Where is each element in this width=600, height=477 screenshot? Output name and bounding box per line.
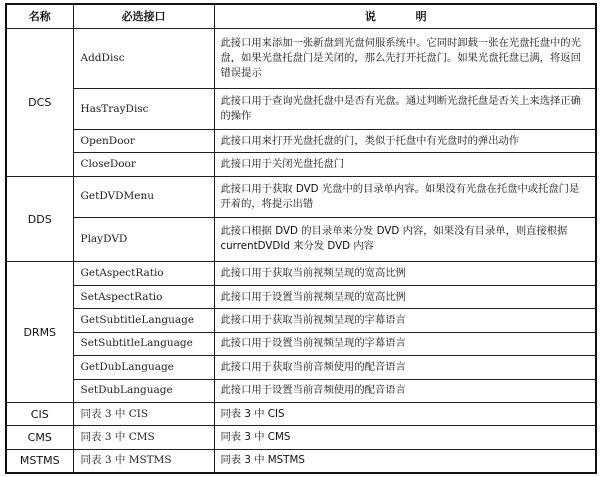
interface-cell: SetAspectRatio	[73, 285, 214, 308]
table-row	[6, 356, 596, 379]
interface-cell: 同表 3 中 MSTMS	[73, 449, 214, 473]
group-name-dds: DDS	[6, 176, 73, 262]
interface-cell: GetDVDMenu	[73, 176, 214, 217]
description-cell: 同表 3 中 CIS	[214, 403, 596, 426]
table-row	[6, 426, 596, 449]
description-cell: 此接口用于设置当前视频呈现的宽高比例	[214, 285, 596, 308]
header-description: 说 明	[214, 4, 596, 29]
interface-cell: PlayDVD	[73, 217, 214, 262]
description-cell: 此接口根据 DVD 的目录单来分发 DVD 内容，如果没有目录单，则直接根据 currentDVDId 来分发 DVD 内容	[214, 217, 596, 262]
interface-table-container	[5, 3, 595, 474]
group-name-mstms: MSTMS	[6, 449, 73, 473]
table-row	[6, 129, 596, 152]
header-name: 名称	[6, 4, 73, 29]
description-cell: 此接口用于关闭光盘托盘门	[214, 153, 596, 176]
interface-cell: HasTrayDisc	[73, 89, 214, 130]
table-row	[6, 89, 596, 130]
group-name-cis: CIS	[6, 403, 73, 426]
interface-cell: 同表 3 中 CMS	[73, 426, 214, 449]
description-cell: 此接口用于获取 DVD 光盘中的目录单内容。如果没有光盘在托盘中或托盘门是开着的，将提示出错	[214, 176, 596, 217]
interface-cell: GetDubLanguage	[73, 356, 214, 379]
description-cell: 此接口用来添加一张新盘到光盘伺服系统中。它同时卸载一张在光盘托盘中的光盘，如果光盘托盘门是关闭的，那么先打开托盘门。如果光盘托盘已满，将返回错误提示	[214, 29, 596, 89]
table-row	[6, 262, 596, 285]
interface-cell: 同表 3 中 CIS	[73, 403, 214, 426]
table-row	[6, 153, 596, 176]
table-row	[6, 176, 596, 217]
group-name-drms: DRMS	[6, 262, 73, 403]
interface-cell: GetAspectRatio	[73, 262, 214, 285]
description-cell: 此接口用于获取当前音频使用的配音语言	[214, 356, 596, 379]
header-row	[6, 4, 596, 29]
description-cell: 此接口用来打开光盘托盘的门，类似于托盘中有光盘时的弹出动作	[214, 129, 596, 152]
table-row	[6, 29, 596, 89]
description-cell: 同表 3 中 CMS	[214, 426, 596, 449]
table-row	[6, 217, 596, 262]
interface-cell: SetSubtitleLanguage	[73, 332, 214, 355]
table-row	[6, 309, 596, 332]
description-cell: 同表 3 中 MSTMS	[214, 449, 596, 473]
interface-cell: OpenDoor	[73, 129, 214, 152]
interface-cell: GetSubtitleLanguage	[73, 309, 214, 332]
interface-cell: AddDisc	[73, 29, 214, 89]
group-name-dcs: DCS	[6, 29, 73, 177]
table-row	[6, 403, 596, 426]
table-row	[6, 449, 596, 473]
description-cell: 此接口用于获取当前视频呈现的宽高比例	[214, 262, 596, 285]
interface-table	[5, 3, 597, 474]
interface-cell: CloseDoor	[73, 153, 214, 176]
description-cell: 此接口用于获取当前视频呈现的字幕语言	[214, 309, 596, 332]
description-cell: 此接口用于设置当前视频呈现的字幕语言	[214, 332, 596, 355]
interface-cell: SetDubLanguage	[73, 379, 214, 402]
group-name-cms: CMS	[6, 426, 73, 449]
description-cell: 此接口用于查询光盘托盘中是否有光盘。通过判断光盘托盘是否关上来选择正确的操作	[214, 89, 596, 130]
header-interface: 必选接口	[73, 4, 214, 29]
table-row	[6, 332, 596, 355]
description-cell: 此接口用于设置当前音频使用的配音语言	[214, 379, 596, 402]
table-row	[6, 379, 596, 402]
table-row	[6, 285, 596, 308]
